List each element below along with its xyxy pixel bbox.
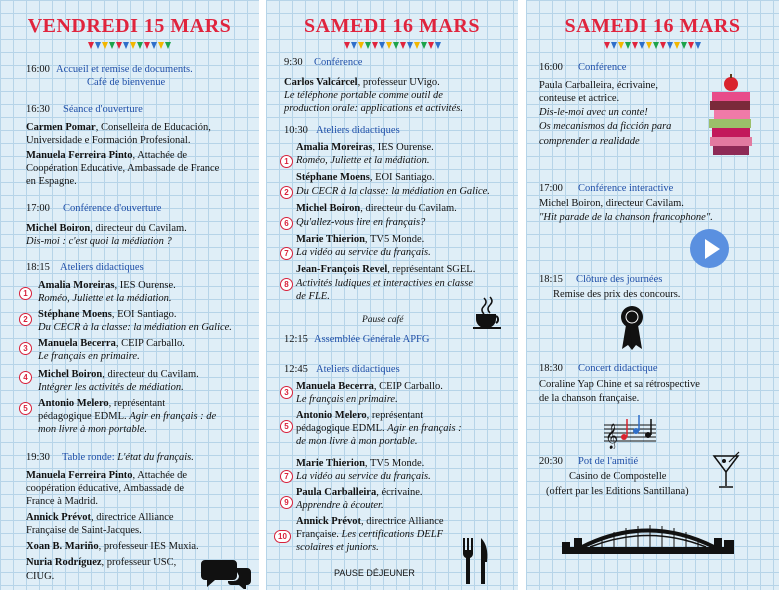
talk-title: Le français en primaire. — [38, 351, 140, 362]
speaker-line: Annick Prévot, directrice Alliance — [26, 512, 174, 523]
speaker-line: Manuela Ferreira Pinto, Attachée de — [26, 470, 188, 481]
column-saturday-morning — [266, 0, 518, 590]
text-line: Coopération Educative, Ambassade de France — [26, 163, 220, 174]
text-line: coopération éducative, Ambassade de — [26, 483, 185, 494]
time: 18:15 — [539, 274, 563, 285]
time: 12:15 — [284, 334, 308, 345]
number-badge: 5 — [280, 420, 293, 433]
talk-title: Intégrer les activités de médiation. — [38, 382, 184, 393]
speaker-line: Amalia Moreiras, IES Ourense. — [38, 280, 176, 291]
speech-bubbles-icon — [201, 556, 253, 589]
speaker-line: Stéphane Moens, EOI Santiago. — [38, 309, 177, 320]
bunting-decoration — [604, 42, 702, 50]
text-line: (offert par les Editions Santillana) — [546, 486, 689, 497]
time: 18:30 — [539, 363, 563, 374]
text-line: Française. Les certifications DELF — [296, 529, 443, 540]
cocktail-glass-icon — [711, 450, 743, 492]
time: 9:30 — [284, 57, 303, 68]
number-badge: 9 — [280, 496, 293, 509]
column-saturday-afternoon — [526, 0, 779, 590]
speaker-line: Marie Thierion, TV5 Monde. — [296, 234, 425, 245]
talk-title: Le téléphone portable comme outil de — [284, 90, 443, 101]
text-line: pédagogique EDML. Agir en français : — [296, 423, 462, 434]
talk-title: scolaires et juniors. — [296, 542, 379, 553]
talk-title: Apprendre à écouter. — [296, 500, 384, 511]
speaker-line: Michel Boiron, directeur du Cavilam. — [26, 223, 187, 234]
time: 16:30 — [26, 104, 50, 115]
session-title: Ateliers didactiques — [316, 125, 400, 136]
speaker-line: Antonio Melero, représentant — [296, 410, 424, 421]
day-title: SAMEDI 16 MARS — [304, 15, 480, 37]
speaker-line: Manuela Ferreira Pinto, Attachée de — [26, 150, 188, 161]
text-line: Française de Saint-Jacques. — [26, 525, 142, 536]
talk-title: Roméo, Juliette et la médiation. — [296, 155, 430, 166]
text-line: en Espagne. — [26, 176, 77, 187]
talk-title: La vidéo au service du français. — [296, 471, 431, 482]
text-line: CIUG. — [26, 571, 55, 582]
session-title: Ateliers didactiques — [60, 262, 144, 273]
session-title: Concert didactique — [578, 363, 658, 374]
talk-title: Qu'allez-vous lire en français? — [296, 217, 426, 228]
text-line: Michel Boiron, directeur Cavilam. — [539, 198, 684, 209]
session-title: Conférence interactive — [578, 183, 674, 194]
text-line: Paula Carballeira, écrivaine, — [539, 80, 658, 91]
talk-title: Os mecanismos da ficción para — [539, 121, 672, 132]
speaker-line: Paula Carballeira, écrivaine. — [296, 487, 423, 498]
speaker-line: Xoan B. Mariño, professeur IES Muxia. — [26, 541, 199, 552]
talk-title: La vidéo au service du français. — [296, 247, 431, 258]
award-ribbon-icon — [619, 305, 645, 351]
session-title: Ateliers didactiques — [316, 364, 400, 375]
svg-text:𝄞: 𝄞 — [605, 424, 619, 449]
column-friday — [0, 0, 259, 590]
column-gap — [259, 0, 266, 590]
speaker-line: Jean-François Revel, représentant SGEL. — [296, 264, 476, 275]
number-badge: 8 — [280, 278, 293, 291]
day-title: VENDREDI 15 MARS — [27, 15, 232, 37]
talk-title: de FLE. — [296, 291, 330, 302]
talk-title: Dis-le-moi avec un conte! — [539, 107, 648, 118]
talk-title: Dis-moi : c'est quoi la médiation ? — [26, 236, 172, 247]
speaker-line: Carlos Valcárcel, professeur UVigo. — [284, 77, 440, 88]
session-title: Café de bienvenue — [87, 77, 166, 88]
text-line: de la chanson française. — [539, 393, 640, 404]
talk-title: Du CECR à la classe: la médiation en Galice. — [296, 186, 490, 197]
number-badge: 2 — [19, 313, 32, 326]
talk-title: Le français en primaire. — [296, 394, 398, 405]
speaker-line: Amalia Moreiras, IES Ourense. — [296, 142, 434, 153]
speaker-line: Michel Boiron, directeur du Cavilam. — [38, 369, 199, 380]
talk-title: "Hit parade de la chanson francophone". — [539, 212, 713, 223]
session-title: Séance d'ouverture — [63, 104, 143, 115]
music-notes-icon — [602, 411, 658, 449]
speaker-line: Manuela Becerra, CEIP Carballo. — [296, 381, 443, 392]
talk-title: de mon livre à mon portable. — [296, 436, 418, 447]
day-title: SAMEDI 16 MARS — [564, 15, 741, 37]
time: 18:15 — [26, 262, 50, 273]
speaker-line: Marie Thierion, TV5 Monde. — [296, 458, 425, 469]
bunting-decoration — [88, 42, 172, 50]
session-title: Table ronde: L'état du français. — [62, 452, 194, 463]
text-line: Remise des prix des concours. — [553, 289, 681, 300]
coffee-cup-icon — [472, 296, 504, 330]
text-line: France à Madrid. — [26, 496, 99, 507]
number-badge: 2 — [280, 186, 293, 199]
session-title: Accueil et remise de documents. — [56, 64, 193, 75]
talk-title: mon livre à mon portable. — [38, 424, 147, 435]
books-apple-icon — [706, 72, 756, 156]
speaker-line: Carmen Pomar, Conselleira de Educación, — [26, 122, 211, 133]
time: 10:30 — [284, 125, 308, 136]
number-badge: 4 — [19, 371, 32, 384]
number-badge: 3 — [280, 386, 293, 399]
speaker-line: Annick Prévot, directrice Alliance — [296, 516, 444, 527]
talk-title: production orale: applications et activités. — [284, 103, 463, 114]
text-line: Universidade e Formación Profesional. — [26, 135, 191, 146]
text-line: conteuse et actrice. — [539, 93, 620, 104]
session-title: Clôture des journées — [576, 274, 663, 285]
session-title: Assemblée Générale APFG — [314, 334, 430, 345]
time: 19:30 — [26, 452, 50, 463]
talk-title: comprender a realidade — [539, 136, 640, 147]
speaker-line: Nuria Rodríguez, professeur USC, — [26, 557, 177, 568]
session-title: Conférence — [314, 57, 363, 68]
number-badge: 7 — [280, 470, 293, 483]
time: 12:45 — [284, 364, 308, 375]
speaker-line: Stéphane Moens, EOI Santiago. — [296, 172, 435, 183]
time: 16:00 — [26, 64, 50, 75]
number-badge: 1 — [280, 155, 293, 168]
time: 16:00 — [539, 62, 563, 73]
time: 17:00 — [539, 183, 563, 194]
session-title: Conférence — [578, 62, 627, 73]
break-label: Pause café — [362, 315, 404, 325]
bunting-decoration — [344, 42, 442, 50]
text-line: pédagogique EDML. Agir en français : de — [38, 411, 217, 422]
play-icon[interactable] — [690, 229, 729, 268]
speaker-line: Manuela Becerra, CEIP Carballo. — [38, 338, 185, 349]
talk-title: Activités ludiques et interactives en classe — [296, 278, 473, 289]
column-gap — [518, 0, 526, 590]
bridge-skyline-icon — [562, 518, 734, 554]
fork-knife-icon — [461, 536, 491, 586]
time: 20:30 — [539, 456, 563, 467]
number-badge: 10 — [274, 530, 291, 543]
lunch-break-label: PAUSE DÉJEUNER — [334, 568, 415, 578]
speaker-line: Michel Boiron, directeur du Cavilam. — [296, 203, 457, 214]
session-title: Pot de l'amitié — [578, 456, 639, 467]
number-badge: 3 — [19, 342, 32, 355]
text-line: Coraline Yap Chine et sa rétrospective — [539, 379, 700, 390]
session-title: Conférence d'ouverture — [63, 203, 162, 214]
text-line: Casino de Compostelle — [569, 471, 667, 482]
number-badge: 7 — [280, 247, 293, 260]
time: 17:00 — [26, 203, 50, 214]
number-badge: 1 — [19, 287, 32, 300]
number-badge: 6 — [280, 217, 293, 230]
number-badge: 5 — [19, 402, 32, 415]
speaker-line: Antonio Melero, représentant — [38, 398, 166, 409]
talk-title: Du CECR à la classe: la médiation en Galice. — [38, 322, 232, 333]
talk-title: Roméo, Juliette et la médiation. — [38, 293, 172, 304]
